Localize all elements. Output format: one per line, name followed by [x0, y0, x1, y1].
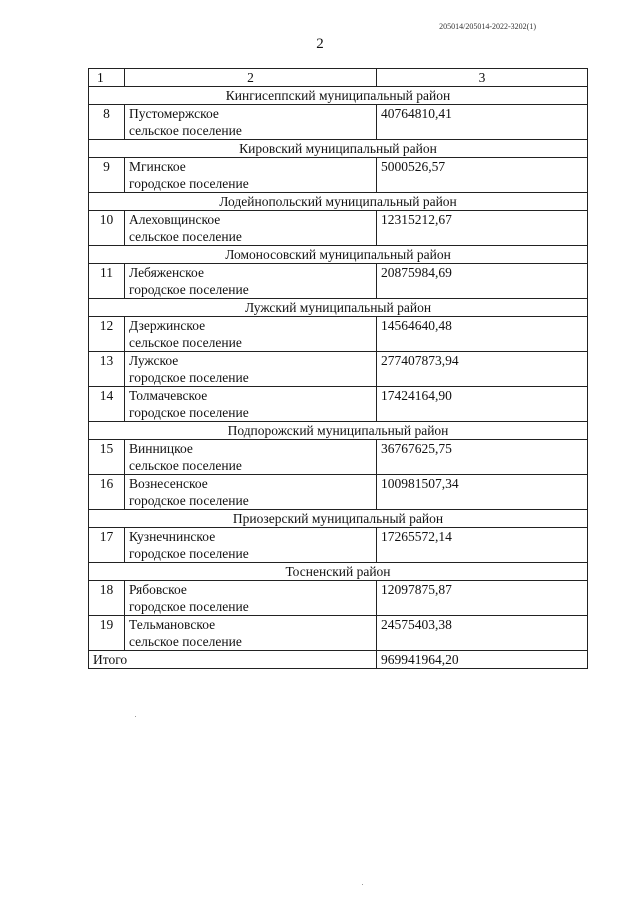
table-row: [89, 440, 588, 475]
table-row: [89, 352, 588, 387]
amount: 277407873,94: [377, 352, 588, 387]
region-name: Лодейнопольский муниципальный район: [89, 193, 588, 211]
settlement-type: сельское поселение: [129, 229, 242, 244]
settlement-name: [125, 616, 377, 651]
settlement-type: городское поселение: [129, 493, 249, 508]
row-number: 11: [89, 264, 125, 299]
settlement-name: [125, 105, 377, 140]
amount: 20875984,69: [377, 264, 588, 299]
settlement-name-line1: Алеховщинское: [129, 212, 221, 227]
row-number: 17: [89, 528, 125, 563]
row-number: 13: [89, 352, 125, 387]
settlement-type: сельское поселение: [129, 634, 242, 649]
region-row: [89, 563, 588, 581]
settlement-name-line1: Пустомержское: [129, 106, 219, 121]
region-name: Приозерский муниципальный район: [89, 510, 588, 528]
allocation-table: [88, 68, 588, 669]
settlement-name: [125, 581, 377, 616]
region-row: [89, 510, 588, 528]
settlement-type: городское поселение: [129, 370, 249, 385]
total-amount: 969941964,20: [377, 651, 588, 669]
settlement-name: [125, 475, 377, 510]
page-number: 2: [316, 36, 324, 52]
amount: 14564640,48: [377, 317, 588, 352]
amount: 17424164,90: [377, 387, 588, 422]
amount: 24575403,38: [377, 616, 588, 651]
settlement-name-line1: Винницкое: [129, 441, 193, 456]
column-header: 2: [125, 69, 377, 87]
region-name: Кировский муниципальный район: [89, 140, 588, 158]
table-row: [89, 264, 588, 299]
settlement-name-line1: Толмачевское: [129, 388, 208, 403]
settlement-name-line1: Мгинское: [129, 159, 186, 174]
column-header: 1: [89, 69, 125, 87]
amount: 40764810,41: [377, 105, 588, 140]
row-number: 10: [89, 211, 125, 246]
settlement-name: [125, 264, 377, 299]
amount: 12097875,87: [377, 581, 588, 616]
row-number: 18: [89, 581, 125, 616]
settlement-name-line1: Дзержинское: [129, 318, 206, 333]
settlement-type: городское поселение: [129, 176, 249, 191]
row-number: 8: [89, 105, 125, 140]
column-header: 3: [377, 69, 588, 87]
settlement-name: [125, 528, 377, 563]
row-number: 15: [89, 440, 125, 475]
row-number: 9: [89, 158, 125, 193]
region-name: Тосненский район: [89, 563, 588, 581]
scan-speck: [362, 884, 363, 885]
amount: 5000526,57: [377, 158, 588, 193]
region-row: [89, 87, 588, 105]
amount: 12315212,67: [377, 211, 588, 246]
table-row: [89, 616, 588, 651]
total-row: [89, 651, 588, 669]
settlement-name: [125, 211, 377, 246]
region-row: [89, 193, 588, 211]
settlement-name-line1: Лебяженское: [129, 265, 204, 280]
settlement-type: сельское поселение: [129, 335, 242, 350]
table-row: [89, 387, 588, 422]
region-row: [89, 246, 588, 264]
amount: 17265572,14: [377, 528, 588, 563]
table-row: [89, 158, 588, 193]
settlement-name-line1: Лужское: [129, 353, 179, 368]
settlement-type: городское поселение: [129, 546, 249, 561]
region-name: Кингисеппский муниципальный район: [89, 87, 588, 105]
settlement-name-line1: Вознесенское: [129, 476, 208, 491]
settlement-name: [125, 440, 377, 475]
settlement-name-line1: Рябовское: [129, 582, 187, 597]
row-number: 16: [89, 475, 125, 510]
table-row: [89, 105, 588, 140]
settlement-type: городское поселение: [129, 599, 249, 614]
region-name: Подпорожский муниципальный район: [89, 422, 588, 440]
row-number: 12: [89, 317, 125, 352]
settlement-name-line1: Тельмановское: [129, 617, 216, 632]
settlement-name: [125, 352, 377, 387]
amount: 36767625,75: [377, 440, 588, 475]
region-name: Лужский муниципальный район: [89, 299, 588, 317]
total-label: Итого: [89, 651, 377, 669]
region-row: [89, 299, 588, 317]
settlement-type: сельское поселение: [129, 458, 242, 473]
table-row: [89, 581, 588, 616]
row-number: 19: [89, 616, 125, 651]
region-row: [89, 140, 588, 158]
scan-speck: [135, 716, 136, 717]
settlement-type: городское поселение: [129, 282, 249, 297]
table-row: [89, 475, 588, 510]
table-row: [89, 528, 588, 563]
region-row: [89, 422, 588, 440]
amount: 100981507,34: [377, 475, 588, 510]
row-number: 14: [89, 387, 125, 422]
settlement-name: [125, 387, 377, 422]
document-id: 205014/205014-2022-3202(1): [439, 22, 536, 31]
settlement-type: городское поселение: [129, 405, 249, 420]
region-name: Ломоносовский муниципальный район: [89, 246, 588, 264]
settlement-type: сельское поселение: [129, 123, 242, 138]
settlement-name: [125, 317, 377, 352]
table-row: [89, 317, 588, 352]
table-header-row: [89, 69, 588, 87]
table-row: [89, 211, 588, 246]
settlement-name-line1: Кузнечнинское: [129, 529, 216, 544]
settlement-name: [125, 158, 377, 193]
